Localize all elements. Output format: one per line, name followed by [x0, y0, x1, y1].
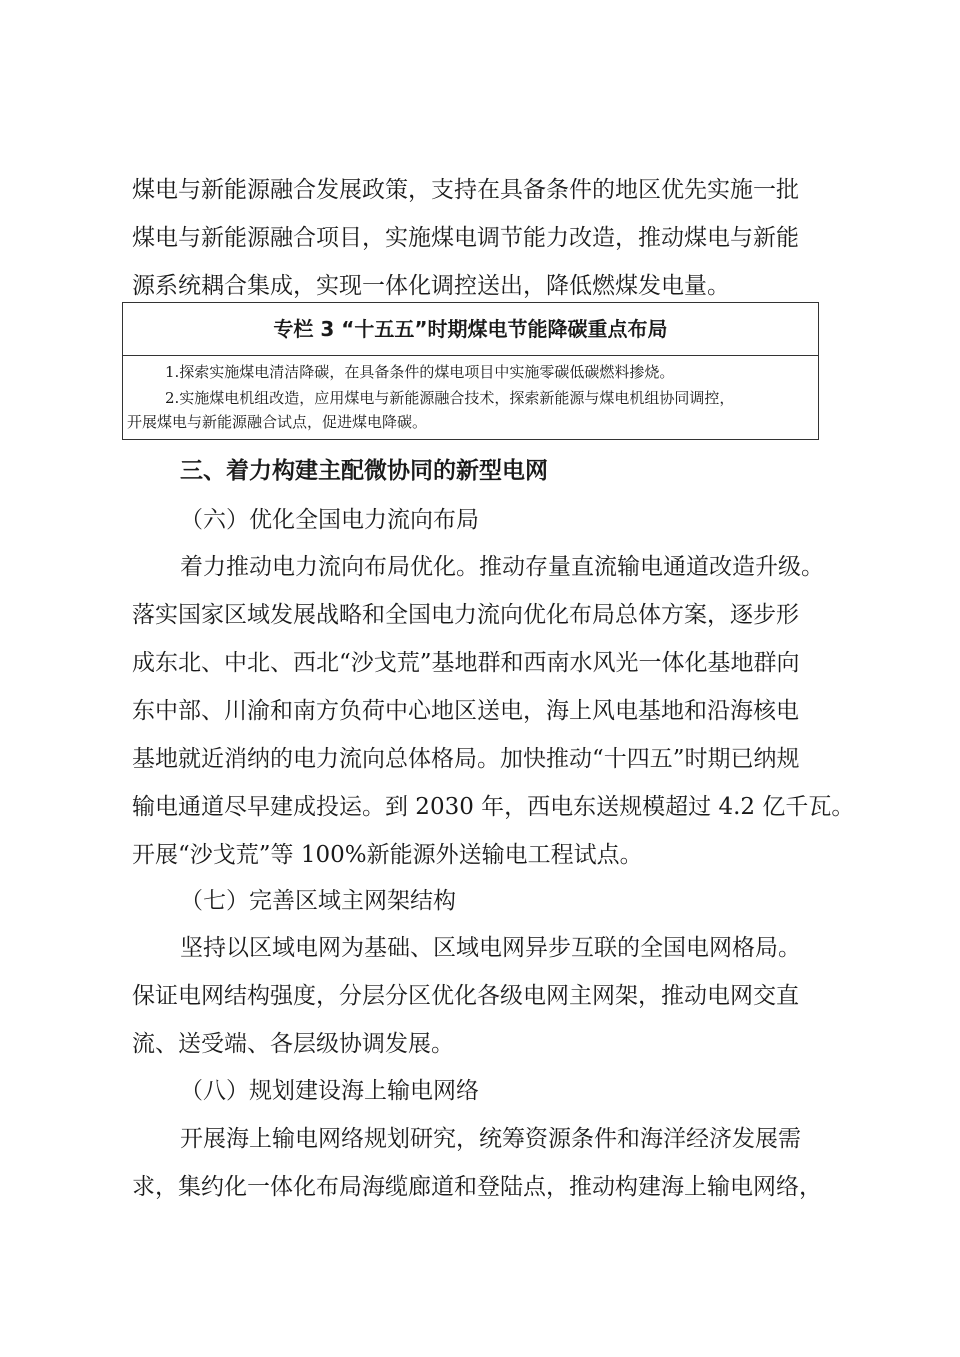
column-box-title: 专栏 3 “十五五”时期煤电节能降碳重点布局 [123, 303, 818, 356]
intro-line-1: 煤电与新能源融合发展政策，支持在具备条件的地区优先实施一批 [132, 177, 799, 203]
subsection-6-title: （六）优化全国电力流向布局 [180, 507, 479, 533]
sub7-line-2: 保证电网结构强度，分层分区优化各级电网主网架，推动电网交直 [132, 983, 799, 1009]
column-box-item-2-line-1: 2.实施煤电机组改造，应用煤电与新能源融合技术，探索新能源与煤电机组协同调控， [165, 389, 735, 407]
column-box-item-1: 1.探索实施煤电清洁降碳，在具备条件的煤电项目中实施零碳低碳燃料掺烧。 [165, 363, 675, 381]
sub6-line-5: 基地就近消纳的电力流向总体格局。加快推动“十四五”时期已纳规 [132, 746, 800, 772]
sub6-line-1: 着力推动电力流向布局优化。推动存量直流输电通道改造升级。 [180, 554, 824, 580]
sub8-line-2: 求，集约化一体化布局海缆廊道和登陆点，推动构建海上输电网络， [132, 1174, 822, 1200]
column-box-item-2-line-2: 开展煤电与新能源融合试点，促进煤电降碳。 [127, 413, 428, 431]
intro-line-2: 煤电与新能源融合项目，实施煤电调节能力改造，推动煤电与新能 [132, 225, 799, 251]
sub6-line-6: 输电通道尽早建成投运。到 2030 年，西电东送规模超过 4.2 亿千瓦。 [132, 794, 855, 820]
intro-line-3: 源系统耦合集成，实现一体化调控送出，降低燃煤发电量。 [132, 273, 730, 299]
sub6-line-4: 东中部、川渝和南方负荷中心地区送电，海上风电基地和沿海核电 [132, 698, 799, 724]
column-box [122, 302, 819, 440]
subsection-7-title: （七）完善区域主网架结构 [180, 888, 456, 914]
sub7-line-3: 流、送受端、各层级协调发展。 [132, 1031, 454, 1057]
section-heading: 三、着力构建主配微协同的新型电网 [180, 458, 548, 484]
sub8-line-1: 开展海上输电网络规划研究，统筹资源条件和海洋经济发展需 [180, 1126, 801, 1152]
sub6-line-7: 开展“沙戈荒”等 100%新能源外送输电工程试点。 [132, 842, 643, 868]
sub6-line-2: 落实国家区域发展战略和全国电力流向优化布局总体方案，逐步形 [132, 602, 799, 628]
sub7-line-1: 坚持以区域电网为基础、区域电网异步互联的全国电网格局。 [180, 935, 801, 961]
sub6-line-3: 成东北、中北、西北“沙戈荒”基地群和西南水风光一体化基地群向 [132, 650, 800, 676]
subsection-8-title: （八）规划建设海上输电网络 [180, 1078, 479, 1104]
